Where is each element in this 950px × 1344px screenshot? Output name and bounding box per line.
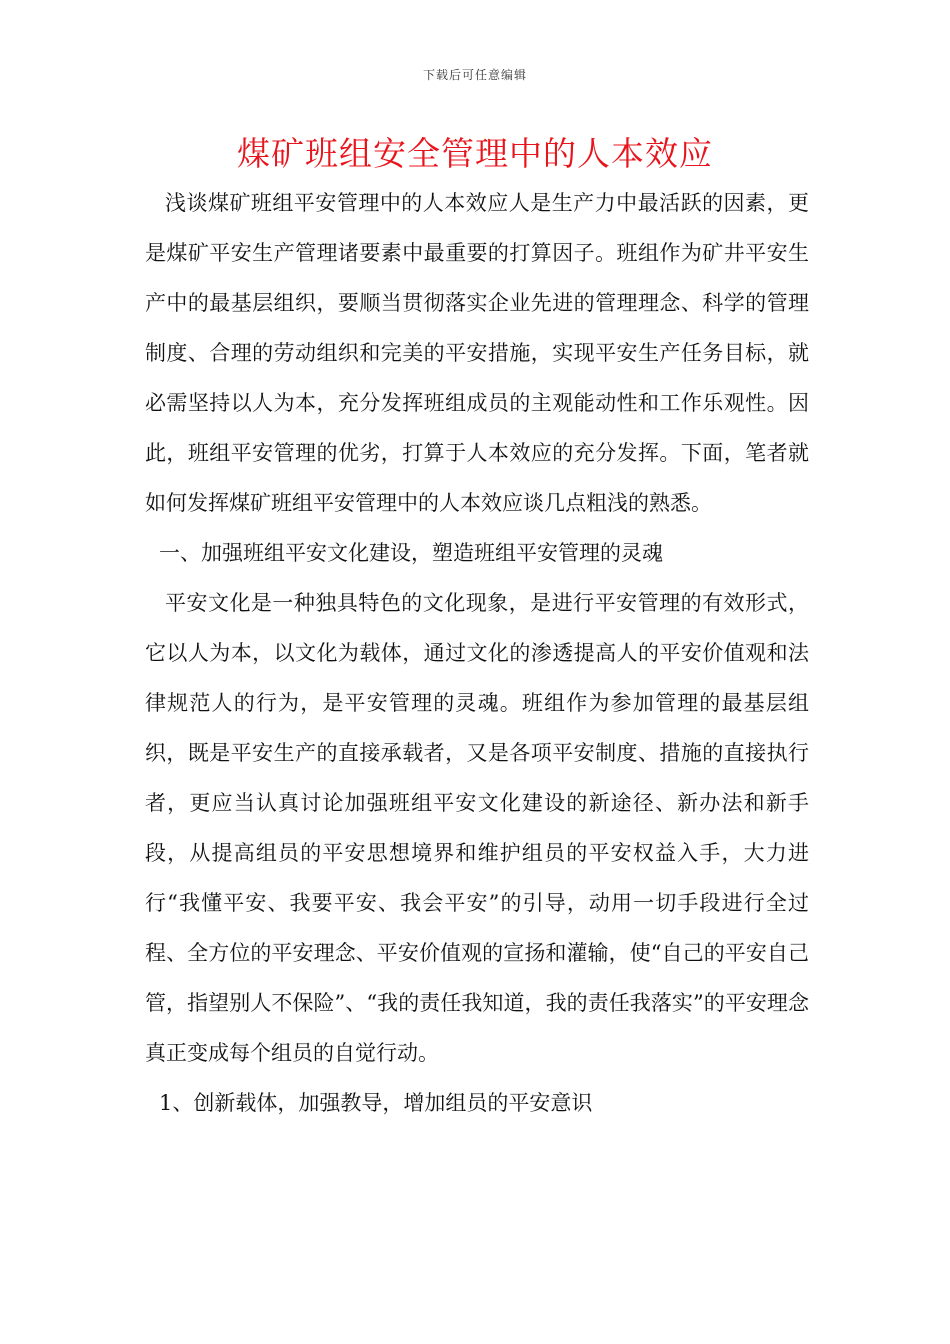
paragraph-intro: 浅谈煤矿班组平安管理中的人本效应人是生产力中最活跃的因素，更是煤矿平安生产管理诸要素中最重要的打算因子。班组作为矿井平安生产中的最基层组织，要顺当贯彻落实企业先进的管理理念、科学的管理制度、合理的劳动组织和完美的平安措施，实现平安生产任务目标，就必需坚持以人为本，充分发挥班组成员的主观能动性和工作乐观性。因此，班组平安管理的优劣，打算于人本效应的充分发挥。下面，笔者就如何发挥煤矿班组平安管理中的人本效应谈几点粗浅的熟悉。 xyxy=(145,191,809,515)
document-title: 煤矿班组安全管理中的人本效应 xyxy=(237,134,713,173)
header-note: 下载后可任意编辑 xyxy=(422,68,527,82)
section-heading-1: 一、加强班组平安文化建设，塑造班组平安管理的灵魂 xyxy=(159,541,663,565)
paragraph-safety-culture: 平安文化是一种独具特色的文化现象，是进行平安管理的有效形式，它以人为本，以文化为载体，通过文化的渗透提高人的平安价值观和法律规范人的行为，是平安管理的灵魂。班组作为参加管理的最基层组织，既是平安生产的直接承载者，又是各项平安制度、措施的直接执行者，更应当认真讨论加强班组平安文化建设的新途径、新办法和新手段，从提高组员的平安思想境界和维护组员的平安权益入手，大力进行“我懂平安、我要平安、我会平安”的引导，动用一切手段进行全过程、全方位的平安理念、平安价值观的宣扬和灌输，使“自己的平安自己管，指望别人不保险”、“我的责任我知道，我的责任我落实”的平安理念真正变成每个组员的自觉行动。 xyxy=(145,591,809,1065)
document-body xyxy=(145,178,809,1128)
subsection-heading-1: 1、创新载体，加强教导，增加组员的平安意识 xyxy=(159,1091,593,1115)
